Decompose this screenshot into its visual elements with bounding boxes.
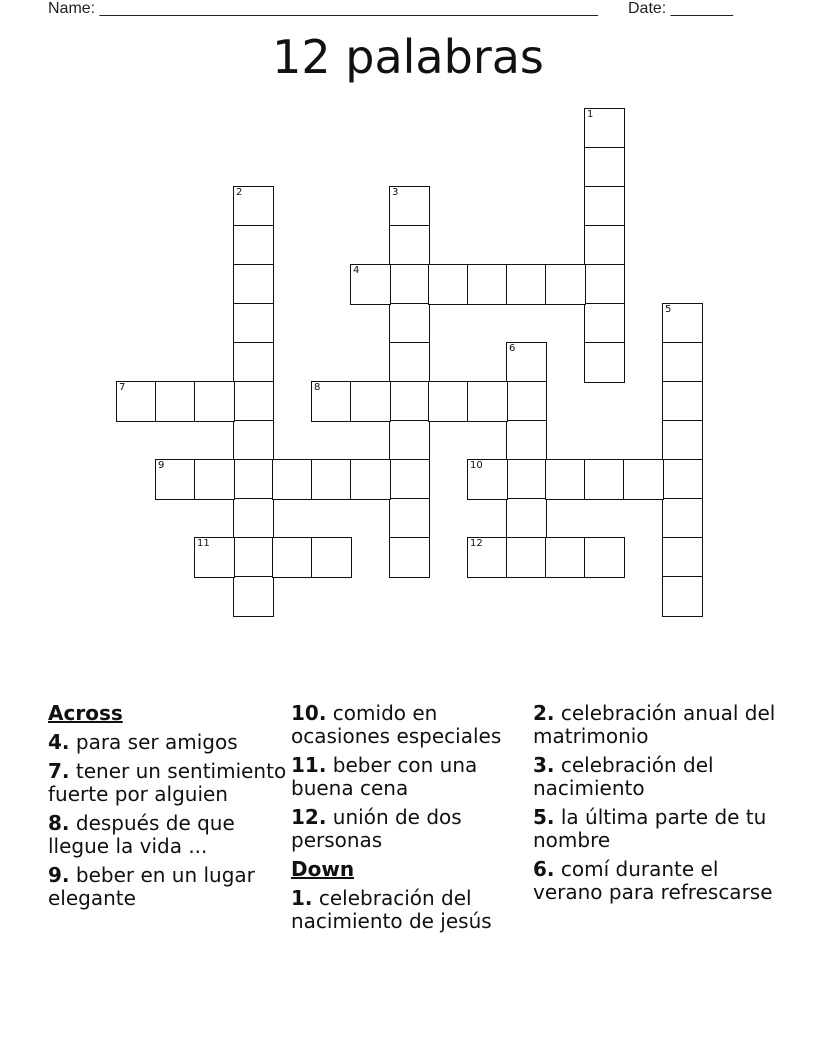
grid-cell[interactable] (662, 537, 703, 578)
grid-cell[interactable] (389, 342, 430, 383)
grid-cell[interactable] (272, 537, 313, 578)
grid-cell[interactable] (467, 264, 508, 305)
grid-cell[interactable] (662, 420, 703, 461)
clue-column-1 (48, 702, 291, 939)
clue-down-5 (533, 806, 776, 852)
clue-text: después de que llegue la vida ... (48, 811, 235, 858)
grid-cell[interactable] (233, 303, 274, 344)
grid-cell[interactable] (662, 498, 703, 539)
clue-text: comido en ocasiones especiales (291, 701, 502, 748)
grid-cell[interactable] (584, 459, 625, 500)
clue-text: tener un sentimiento fuerte por alguien (48, 759, 287, 806)
grid-cell[interactable] (389, 186, 430, 227)
grid-cell[interactable] (506, 498, 547, 539)
cell-number: 12 (470, 538, 483, 549)
cell-number: 8 (314, 382, 321, 393)
grid-cell[interactable] (545, 459, 586, 500)
grid-cell[interactable] (350, 381, 391, 422)
clue-across-9 (48, 864, 291, 910)
clue-number: 7. (48, 759, 70, 783)
clue-text: celebración del nacimiento (533, 753, 714, 800)
clue-down-3 (533, 754, 776, 800)
grid-cell[interactable] (467, 381, 508, 422)
clue-number: 2. (533, 701, 555, 725)
grid-cell[interactable] (506, 537, 547, 578)
grid-cell[interactable] (233, 264, 274, 305)
grid-cell[interactable] (233, 576, 274, 617)
grid-cell[interactable] (311, 459, 352, 500)
grid-cell[interactable] (116, 381, 157, 422)
grid-cell[interactable] (389, 459, 430, 500)
grid-cell[interactable] (194, 537, 235, 578)
grid-cell[interactable] (233, 537, 274, 578)
clue-text: para ser amigos (75, 730, 238, 754)
grid-cell[interactable] (584, 186, 625, 227)
clue-across-11 (291, 754, 533, 800)
clue-number: 12. (291, 805, 327, 829)
clue-column-3 (533, 702, 776, 939)
grid-cell[interactable] (545, 537, 586, 578)
grid-cell[interactable] (233, 381, 274, 422)
grid-cell[interactable] (311, 381, 352, 422)
clue-across-10 (291, 702, 533, 748)
grid-cell[interactable] (233, 459, 274, 500)
grid-cell[interactable] (233, 186, 274, 227)
clue-down-1 (291, 887, 533, 933)
clue-number: 11. (291, 753, 327, 777)
clue-number: 1. (291, 886, 313, 910)
grid-cell[interactable] (428, 381, 469, 422)
grid-cell[interactable] (584, 537, 625, 578)
grid-cell[interactable] (389, 498, 430, 539)
clue-number: 3. (533, 753, 555, 777)
grid-cell[interactable] (584, 303, 625, 344)
cell-number: 5 (665, 304, 672, 315)
clue-number: 5. (533, 805, 555, 829)
clue-text: unión de dos personas (291, 805, 462, 852)
grid-cell[interactable] (506, 459, 547, 500)
cell-number: 2 (236, 187, 243, 198)
clue-text: celebración del nacimiento de jesús (291, 886, 492, 933)
grid-cell[interactable] (584, 225, 625, 266)
grid-cell[interactable] (545, 264, 586, 305)
clue-number: 6. (533, 857, 555, 881)
cell-number: 10 (470, 460, 483, 471)
cell-number: 3 (392, 187, 399, 198)
clue-text: beber en un lugar elegante (48, 863, 255, 910)
grid-cell[interactable] (506, 342, 547, 383)
grid-cell[interactable] (194, 381, 235, 422)
clue-number: 9. (48, 863, 70, 887)
clue-across-8 (48, 812, 291, 858)
grid-cell[interactable] (662, 459, 703, 500)
clue-across-12 (291, 806, 533, 852)
cell-number: 9 (158, 460, 165, 471)
grid-cell[interactable] (350, 459, 391, 500)
grid-cell[interactable] (584, 264, 625, 305)
clue-number: 10. (291, 701, 327, 725)
grid-cell[interactable] (584, 108, 625, 149)
grid-cell[interactable] (233, 420, 274, 461)
name-line: Name: ________________________________________________________ (48, 0, 598, 17)
clue-text: la última parte de tu nombre (533, 805, 767, 852)
grid-cell[interactable] (311, 537, 352, 578)
across-heading: Across (48, 701, 123, 725)
grid-cell[interactable] (389, 381, 430, 422)
cell-number: 6 (509, 343, 516, 354)
grid-cell[interactable] (662, 303, 703, 344)
grid-cell[interactable] (662, 342, 703, 383)
clues-section (48, 702, 776, 939)
grid-cell[interactable] (584, 147, 625, 188)
grid-cell[interactable] (506, 264, 547, 305)
clue-down-6 (533, 858, 776, 904)
page-title: 12 palabras (272, 30, 544, 84)
grid-cell[interactable] (467, 537, 508, 578)
grid-cell[interactable] (350, 264, 391, 305)
grid-cell[interactable] (155, 459, 196, 500)
clue-text: comí durante el verano para refrescarse (533, 857, 773, 904)
grid-cell[interactable] (662, 381, 703, 422)
clue-text: beber con una buena cena (291, 753, 478, 800)
clue-number: 4. (48, 730, 70, 754)
grid-cell[interactable] (584, 342, 625, 383)
grid-cell[interactable] (389, 420, 430, 461)
grid-cell[interactable] (389, 303, 430, 344)
grid-cell[interactable] (155, 381, 196, 422)
cell-number: 11 (197, 538, 210, 549)
clue-across-7 (48, 760, 291, 806)
grid-cell[interactable] (389, 225, 430, 266)
grid-cell[interactable] (623, 459, 664, 500)
clue-across-4 (48, 731, 291, 754)
grid-cell[interactable] (389, 537, 430, 578)
grid-cell[interactable] (467, 459, 508, 500)
grid-cell[interactable] (233, 498, 274, 539)
grid-cell[interactable] (233, 225, 274, 266)
grid-cell[interactable] (506, 420, 547, 461)
grid-cell[interactable] (428, 264, 469, 305)
grid-cell[interactable] (233, 342, 274, 383)
clue-number: 8. (48, 811, 70, 835)
down-heading: Down (291, 857, 355, 881)
clue-text: celebración anual del matrimonio (533, 701, 776, 748)
cell-number: 4 (353, 265, 360, 276)
grid-cell[interactable] (389, 264, 430, 305)
grid-cell[interactable] (272, 459, 313, 500)
grid-cell[interactable] (662, 576, 703, 617)
clue-down-2 (533, 702, 776, 748)
grid-cell[interactable] (506, 381, 547, 422)
cell-number: 7 (119, 382, 126, 393)
grid-cell[interactable] (194, 459, 235, 500)
clue-column-2 (291, 702, 533, 939)
date-line: Date: _______ (628, 0, 733, 17)
cell-number: 1 (587, 109, 594, 120)
